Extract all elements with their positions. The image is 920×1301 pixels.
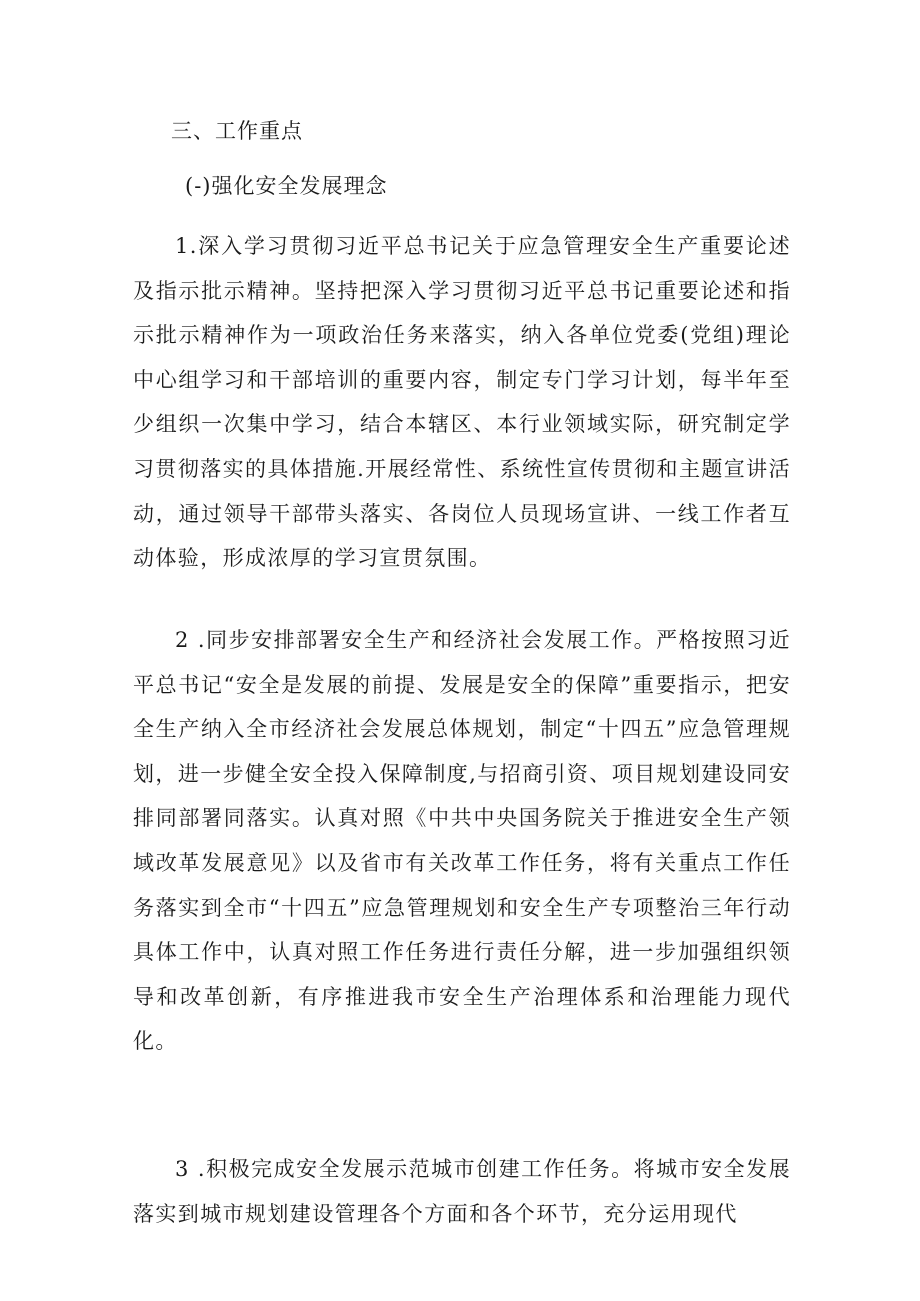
- subsection-heading: (-)强化安全发展理念: [185, 174, 388, 198]
- paragraph-3: 3 .积极完成安全发展示范城市创建工作任务。将城市安全发展落实到城市规划建设管理各个方面和各个环节，充分运用现代: [133, 1157, 791, 1226]
- paragraph-2: 2 .同步安排部署安全生产和经济社会发展工作。严格按照习近平总书记“安全是发展的前提、发展是安全的保障”重要指示，把安全生产纳入全市经济社会发展总体规划，制定“十四五”应急管理规划，进一步健全安全投入保障制度,与招商引资、项目规划建设同安排同部署同落实。认真对照《中共中央国务院关于推进安全生产领域改革发展意见》以及省市有关改革工作任务，将有关重点工作任务落实到全市“十四五”应急管理规划和安全生产专项整治三年行动具体工作中，认真对照工作任务进行责任分解，进一步加强组织领导和改革创新，有序推进我市安全生产治理体系和治理能力现代化。: [133, 628, 791, 1054]
- section-heading: 三、工作重点: [171, 119, 303, 143]
- paragraph-1: 1.深入学习贯彻习近平总书记关于应急管理安全生产重要论述及指示批示精神。坚持把深入学习贯彻习近平总书记重要论述和指示批示精神作为一项政治任务来落实，纳入各单位党委(党组)理论中心组学习和干部培训的重要内容，制定专门学习计划，每半年至少组织一次集中学习，结合本辖区、本行业领域实际，研究制定学习贯彻落实的具体措施.开展经常性、系统性宣传贯彻和主题宣讲活动，通过领导干部带头落实、各岗位人员现场宣讲、一线工作者互动体验，形成浓厚的学习宣贯氛围。: [133, 234, 791, 571]
